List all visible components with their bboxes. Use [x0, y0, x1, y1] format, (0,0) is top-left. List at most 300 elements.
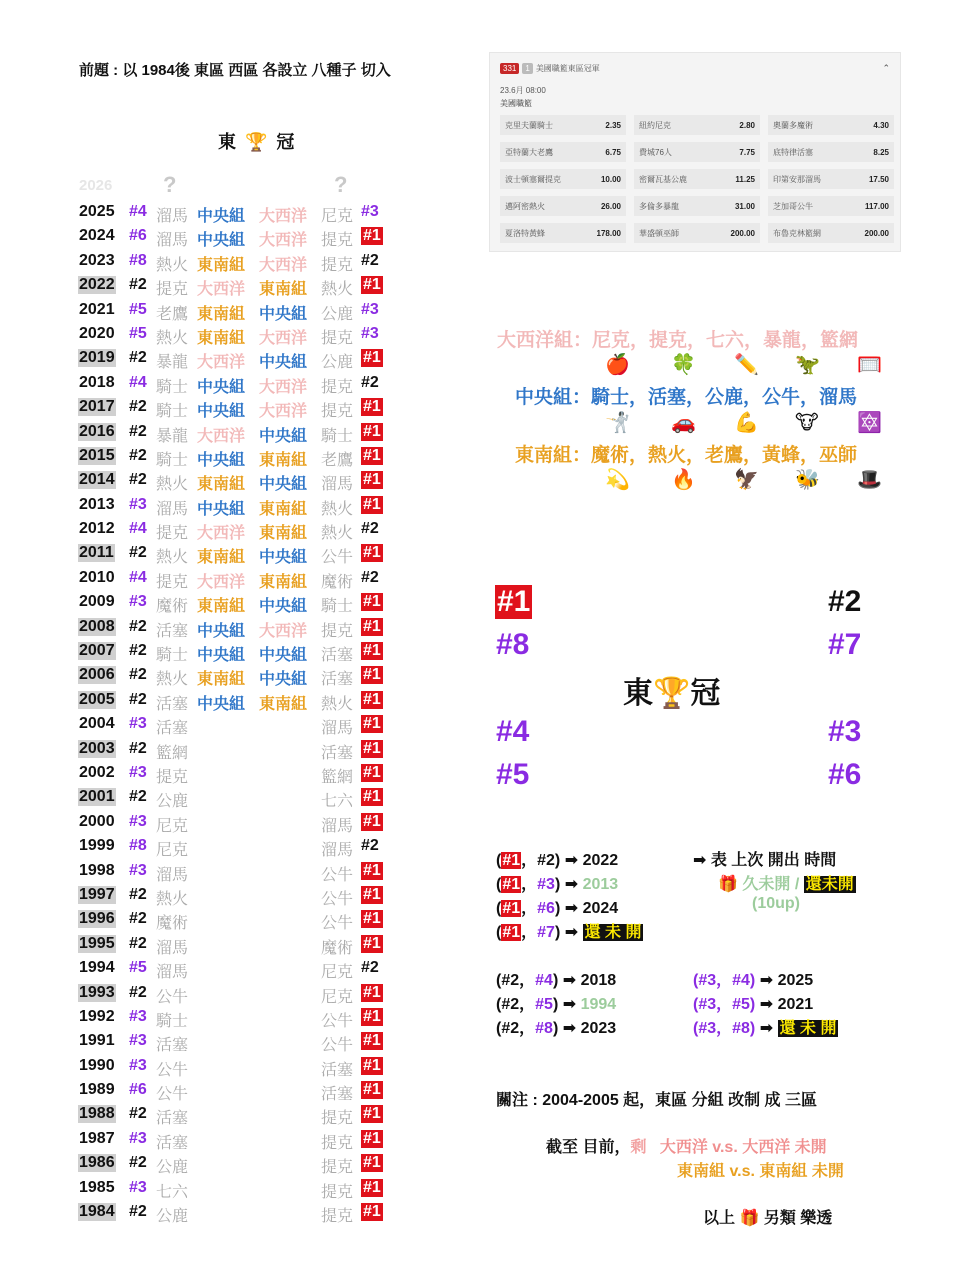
- odds-cell[interactable]: [634, 169, 760, 189]
- row-seed: #2: [129, 1154, 147, 1172]
- row-result-seed: #1: [363, 763, 381, 781]
- row-seed: #4: [129, 373, 147, 391]
- row-division-b: 大西洋: [259, 232, 308, 250]
- odds-cell[interactable]: [500, 115, 626, 135]
- row-result-seed: #1: [363, 398, 381, 416]
- odds-cell[interactable]: [768, 223, 894, 243]
- row-east-team: 活塞: [156, 622, 189, 640]
- row-seed: #3: [129, 812, 147, 830]
- row-seed: #2: [129, 1105, 147, 1123]
- team-emoji-icon: 🍎: [605, 354, 630, 376]
- row-result-seed: #1: [363, 1056, 381, 1074]
- row-result-seed: #1: [363, 885, 381, 903]
- bracket-seed-4: #4: [496, 715, 530, 748]
- row-year: 1999: [79, 837, 115, 855]
- row-division-a: 東南組: [197, 305, 246, 323]
- legend-10up: (10up): [752, 895, 800, 912]
- row-opponent-team: 籃網: [321, 768, 354, 786]
- pair-2-5: (#2，#5) ➡ 1994: [496, 996, 617, 1013]
- table-row: [79, 616, 399, 640]
- bracket-seed-2: #2: [828, 585, 862, 618]
- row-result-seed: #1: [363, 349, 381, 367]
- row-seed: #2: [129, 1203, 147, 1221]
- odds-cell[interactable]: [768, 142, 894, 162]
- row-year: 2005: [79, 690, 115, 708]
- row-year: 2011: [79, 544, 114, 562]
- row-seed: #2: [129, 398, 147, 416]
- row-east-team: 公鹿: [156, 1208, 189, 1226]
- odds-cell[interactable]: [634, 196, 760, 216]
- row-opponent-team: 熱火: [321, 281, 354, 299]
- odds-team: 華盛頓巫師: [639, 228, 679, 238]
- row-result-seed: #1: [363, 593, 381, 611]
- row-east-team: 公牛: [156, 988, 189, 1006]
- table-row: [79, 762, 399, 786]
- row-seed: #3: [129, 593, 147, 611]
- odds-value: 4.30: [873, 120, 889, 130]
- table-row: [79, 738, 399, 762]
- row-result-seed: #1: [363, 495, 381, 513]
- row-division-a: 東南組: [197, 329, 246, 347]
- row-year: 2004: [79, 715, 115, 733]
- row-result-seed: #1: [363, 422, 381, 440]
- table-row: [79, 494, 399, 518]
- pair-1-7: (#1，#7) ➡ 還 未 開: [496, 924, 642, 941]
- odds-cell[interactable]: [500, 169, 626, 189]
- row-division-a: 東南組: [197, 549, 246, 567]
- row-result-seed: #1: [363, 690, 381, 708]
- team-emoji-icon: 💪: [734, 412, 759, 434]
- row-year: 2012: [79, 520, 115, 538]
- odds-cell[interactable]: [634, 142, 760, 162]
- row-opponent-team: 提克: [321, 1183, 354, 1201]
- row-seed: #3: [129, 861, 147, 879]
- row-east-team: 老鷹: [156, 305, 189, 323]
- row-opponent-team: 提克: [321, 1208, 354, 1226]
- table-row: [79, 469, 399, 493]
- row-division-a: 大西洋: [197, 427, 246, 445]
- row-year: 2007: [79, 642, 115, 660]
- table-row: [79, 1030, 399, 1054]
- row-east-team: 尼克: [156, 817, 189, 835]
- bracket-seed-5: #5: [496, 758, 530, 791]
- row-east-team: 公鹿: [156, 1159, 189, 1177]
- row-opponent-team: 活塞: [321, 1086, 354, 1104]
- row-result-seed: #1: [363, 983, 381, 1001]
- team-emoji-icon: 🦖: [795, 354, 820, 376]
- row-east-team: 騎士: [156, 378, 189, 396]
- row-division-b: 中央組: [259, 647, 308, 665]
- row-seed: #3: [129, 1007, 147, 1025]
- table-row: [79, 518, 399, 542]
- row-result-seed: #1: [363, 1154, 381, 1172]
- row-division-a: 大西洋: [197, 281, 246, 299]
- row-division-b: 中央組: [259, 549, 308, 567]
- row-result-seed: #3: [361, 324, 379, 342]
- row-result-seed: #1: [363, 788, 381, 806]
- table-row: [79, 713, 399, 737]
- row-year: 1986: [79, 1154, 115, 1172]
- row-opponent-team: 尼克: [321, 964, 354, 982]
- row-result-seed: #2: [361, 959, 379, 977]
- southeast-division: 東南組：魔術，熱火，老鷹，黃蜂，巫師: [515, 445, 858, 466]
- row-opponent-team: 魔術: [321, 939, 354, 957]
- odds-header: [500, 63, 600, 74]
- row-seed: #2: [129, 910, 147, 928]
- row-seed: #2: [129, 471, 147, 489]
- row-result-seed: #2: [361, 251, 379, 269]
- odds-team: 波士頓塞爾提克: [505, 174, 561, 184]
- row-east-team: 活塞: [156, 695, 189, 713]
- row-division-b: 大西洋: [259, 378, 308, 396]
- table-row: [79, 347, 399, 371]
- table-row: [79, 323, 399, 347]
- row-seed: #2: [129, 885, 147, 903]
- row-result-seed: #1: [363, 544, 381, 562]
- legend-last-time: ➡ 表 上次 開出 時間: [693, 852, 837, 869]
- odds-value: 200.00: [730, 228, 755, 238]
- table-row: [79, 908, 399, 932]
- row-division-a: 中央組: [197, 622, 246, 640]
- row-year: 2024: [79, 227, 115, 245]
- row-year: 1997: [79, 885, 115, 903]
- row-opponent-team: 溜馬: [321, 720, 354, 738]
- row-seed: #2: [129, 617, 147, 635]
- team-emoji-icon: 🦅: [734, 469, 759, 491]
- row-seed: #3: [129, 1178, 147, 1196]
- row-east-team: 魔術: [156, 598, 189, 616]
- row-seed: #2: [129, 666, 147, 684]
- row-year: 2015: [79, 446, 115, 464]
- row-year: 2001: [79, 788, 115, 806]
- row-seed: #3: [129, 1032, 147, 1050]
- row-east-team: 熱火: [156, 890, 189, 908]
- atlantic-division: 大西洋組：尼克，提克，七六，暴龍，籃網: [497, 330, 859, 351]
- row-result-seed: #1: [363, 1178, 381, 1196]
- row-east-team: 活塞: [156, 1134, 189, 1152]
- team-emoji-icon: 🐝: [795, 469, 820, 491]
- legend-long: 🎁 久未開 / 還未開: [718, 876, 854, 893]
- row-result-seed: #1: [363, 1203, 381, 1221]
- row-east-team: 提克: [156, 281, 189, 299]
- row-result-seed: #3: [361, 203, 379, 220]
- row-division-b: 大西洋: [259, 403, 308, 421]
- row-seed: #4: [129, 520, 147, 538]
- odds-team: 邁阿密熱火: [505, 201, 545, 211]
- table-row: [79, 957, 399, 981]
- table-row: [79, 786, 399, 810]
- odds-value: 17.50: [868, 174, 889, 184]
- table-row: [79, 835, 399, 859]
- odds-team: 夏洛特黃蜂: [505, 228, 545, 238]
- odds-value: 6.75: [605, 147, 621, 157]
- row-division-b: 大西洋: [259, 329, 308, 347]
- odds-value: 7.75: [739, 147, 755, 157]
- row-year: 1996: [79, 910, 115, 928]
- table-row: [79, 689, 399, 713]
- row-year: 2003: [79, 739, 115, 757]
- row-year: 2016: [79, 422, 115, 440]
- odds-date: 23.6月 08:00: [500, 86, 546, 95]
- row-division-a: 中央組: [197, 695, 246, 713]
- row-east-team: 暴龍: [156, 354, 189, 372]
- ghost-question-left: ?: [163, 172, 177, 197]
- table-row: [79, 1177, 399, 1201]
- table-row: [79, 933, 399, 957]
- row-opponent-team: 溜馬: [321, 476, 354, 494]
- row-seed: #3: [129, 495, 147, 513]
- row-year: 1985: [79, 1178, 115, 1196]
- row-opponent-team: 提克: [321, 256, 354, 274]
- row-opponent-team: 魔術: [321, 573, 354, 591]
- row-division-b: 中央組: [259, 427, 308, 445]
- bracket-seed-1: #1: [497, 585, 531, 618]
- row-year: 2000: [79, 812, 115, 830]
- odds-team: 亞特蘭大老鷹: [505, 147, 553, 157]
- row-east-team: 提克: [156, 525, 189, 543]
- note-division-change: 關注 : 2004-2005 起，東區 分組 改制 成 三區: [496, 1092, 817, 1109]
- table-row: [79, 640, 399, 664]
- pair-1-3: (#1，#3) ➡ 2013: [496, 876, 619, 893]
- row-east-team: 溜馬: [156, 500, 189, 518]
- row-year: 2014: [79, 471, 115, 489]
- row-east-team: 尼克: [156, 842, 189, 860]
- table-row: [79, 1128, 399, 1152]
- row-opponent-team: 活塞: [321, 744, 354, 762]
- row-year: 2017: [79, 398, 115, 416]
- row-opponent-team: 尼克: [321, 208, 354, 225]
- row-result-seed: #1: [363, 471, 381, 489]
- row-seed: #2: [129, 349, 147, 367]
- odds-cell[interactable]: [768, 196, 894, 216]
- row-seed: #3: [129, 763, 147, 781]
- odds-cell[interactable]: [500, 142, 626, 162]
- row-division-b: 大西洋: [259, 622, 308, 640]
- row-result-seed: #1: [363, 934, 381, 952]
- collapse-icon[interactable]: ⌃: [882, 63, 890, 73]
- row-east-team: 魔術: [156, 915, 189, 933]
- row-year: 1991: [79, 1032, 115, 1050]
- row-east-team: 熱火: [156, 256, 189, 274]
- row-east-team: 活塞: [156, 720, 189, 738]
- row-seed: #6: [129, 1081, 147, 1099]
- row-opponent-team: 提克: [321, 1159, 354, 1177]
- pair-3-8: (#3，#8) ➡ 還 未 開: [693, 1020, 837, 1037]
- row-division-a: 中央組: [197, 403, 246, 421]
- row-seed: #2: [129, 788, 147, 806]
- row-east-team: 提克: [156, 768, 189, 786]
- table-row: [79, 591, 399, 615]
- ghost-question-right: ?: [334, 172, 348, 197]
- row-east-team: 七六: [156, 1183, 189, 1201]
- premise-text: 前題 : 以 1984後 東區 西區 各設立 八種子 切入: [79, 62, 391, 79]
- pair-3-5: (#3，#5) ➡ 2021: [693, 996, 814, 1013]
- row-year: 1992: [79, 1007, 115, 1025]
- row-opponent-team: 公牛: [321, 1037, 354, 1055]
- row-opponent-team: 提克: [321, 403, 354, 421]
- row-seed: #2: [129, 739, 147, 757]
- row-result-seed: #2: [361, 373, 379, 391]
- pair-3-4: (#3，#4) ➡ 2025: [693, 972, 814, 989]
- row-seed: #3: [129, 715, 147, 733]
- bracket-seed-6: #6: [828, 758, 862, 791]
- bracket-seed-7: #7: [828, 628, 862, 661]
- row-east-team: 騎士: [156, 403, 189, 421]
- odds-value: 2.80: [739, 120, 755, 130]
- row-east-team: 溜馬: [156, 208, 189, 225]
- row-opponent-team: 公牛: [321, 549, 354, 567]
- row-result-seed: #3: [361, 300, 379, 318]
- odds-title: 美國職籃東區冠軍: [535, 64, 600, 73]
- table-row: [79, 1152, 399, 1176]
- row-result-seed: #1: [363, 617, 381, 635]
- row-opponent-team: 熱火: [321, 500, 354, 518]
- row-division-b: 東南組: [259, 500, 308, 518]
- bracket-center: 東🏆冠: [623, 677, 721, 710]
- team-emoji-icon: 🤺: [605, 412, 630, 434]
- row-opponent-team: 提克: [321, 1134, 354, 1152]
- row-east-team: 溜馬: [156, 939, 189, 957]
- table-row: [79, 372, 399, 396]
- row-result-seed: #2: [361, 837, 379, 855]
- row-division-a: 大西洋: [197, 573, 246, 591]
- row-year: 1987: [79, 1129, 115, 1147]
- row-east-team: 騎士: [156, 1012, 189, 1030]
- row-year: 1989: [79, 1081, 115, 1099]
- row-seed: #2: [129, 446, 147, 464]
- row-result-seed: #1: [363, 739, 381, 757]
- row-division-a: 中央組: [197, 451, 246, 469]
- table-row: [79, 982, 399, 1006]
- row-result-seed: #1: [363, 1129, 381, 1147]
- row-result-seed: #1: [363, 715, 381, 733]
- row-east-team: 溜馬: [156, 232, 189, 250]
- row-year: 1988: [79, 1105, 115, 1123]
- row-division-b: 中央組: [259, 598, 308, 616]
- row-division-a: 大西洋: [197, 354, 246, 372]
- row-east-team: 公牛: [156, 1086, 189, 1104]
- row-seed: #3: [129, 1129, 147, 1147]
- row-opponent-team: 提克: [321, 329, 354, 347]
- row-result-seed: #1: [363, 446, 381, 464]
- row-division-a: 大西洋: [197, 525, 246, 543]
- row-seed: #6: [129, 227, 147, 245]
- row-opponent-team: 公牛: [321, 866, 354, 884]
- odds-value: 2.35: [605, 120, 621, 130]
- row-year: 2022: [79, 276, 115, 294]
- row-opponent-team: 溜馬: [321, 842, 354, 860]
- table-row: [79, 1103, 399, 1127]
- row-year: 2010: [79, 568, 115, 586]
- table-row: [79, 1201, 399, 1225]
- row-opponent-team: 公牛: [321, 890, 354, 908]
- odds-value: 10.00: [600, 174, 621, 184]
- row-year: 2025: [79, 203, 115, 220]
- odds-team: 紐約尼克: [639, 120, 671, 130]
- row-opponent-team: 提克: [321, 1110, 354, 1128]
- row-east-team: 熱火: [156, 476, 189, 494]
- row-division-b: 東南組: [259, 573, 308, 591]
- team-emoji-icon: 🔥: [671, 469, 696, 491]
- odds-cell[interactable]: [768, 169, 894, 189]
- row-result-seed: #1: [363, 910, 381, 928]
- row-opponent-team: 溜馬: [321, 817, 354, 835]
- row-year: 1998: [79, 861, 115, 879]
- row-seed: #2: [129, 276, 147, 294]
- row-east-team: 暴龍: [156, 427, 189, 445]
- odds-cell[interactable]: [500, 223, 626, 243]
- odds-badge-count: 1: [522, 63, 532, 74]
- table-row: [79, 396, 399, 420]
- row-seed: #2: [129, 690, 147, 708]
- row-division-a: 東南組: [197, 671, 246, 689]
- odds-value: 31.00: [734, 201, 755, 211]
- odds-cell[interactable]: [500, 196, 626, 216]
- row-result-seed: #1: [363, 642, 381, 660]
- odds-badge: 331: [500, 63, 519, 74]
- row-seed: #5: [129, 959, 147, 977]
- table-row: [79, 664, 399, 688]
- table-row: [79, 250, 399, 274]
- table-row: [79, 445, 399, 469]
- pair-1-2: (#1，#2) ➡ 2022: [496, 852, 619, 869]
- odds-team: 克里夫蘭騎士: [505, 120, 553, 130]
- row-result-seed: #1: [363, 1032, 381, 1050]
- row-result-seed: #2: [361, 568, 379, 586]
- row-year: 2018: [79, 373, 115, 391]
- pair-1-6: (#1，#6) ➡ 2024: [496, 900, 619, 917]
- row-year: 2009: [79, 593, 115, 611]
- odds-team: 印第安那溜馬: [773, 174, 821, 184]
- table-row: [79, 299, 399, 323]
- central-division: 中央組：騎士，活塞，公鹿，公牛，溜馬: [515, 387, 858, 408]
- row-opponent-team: 公鹿: [321, 354, 354, 372]
- row-division-b: 中央組: [259, 476, 308, 494]
- row-opponent-team: 七六: [321, 793, 354, 811]
- row-east-team: 活塞: [156, 1037, 189, 1055]
- ghost-year: 2026: [79, 177, 113, 194]
- row-year: 1995: [79, 934, 115, 952]
- row-year: 2013: [79, 495, 115, 513]
- table-title: 東 🏆 冠: [218, 132, 297, 152]
- odds-cell[interactable]: [634, 223, 760, 243]
- row-division-a: 中央組: [197, 647, 246, 665]
- table-row: [79, 1055, 399, 1079]
- row-east-team: 活塞: [156, 1110, 189, 1128]
- table-row: [79, 274, 399, 298]
- row-east-team: 籃網: [156, 744, 189, 762]
- row-result-seed: #1: [363, 227, 381, 245]
- row-year: 1990: [79, 1056, 115, 1074]
- odds-cell[interactable]: [768, 115, 894, 135]
- row-east-team: 騎士: [156, 647, 189, 665]
- row-east-team: 騎士: [156, 451, 189, 469]
- odds-team: 芝加哥公牛: [773, 201, 813, 211]
- odds-value: 117.00: [864, 201, 889, 211]
- row-year: 1994: [79, 959, 115, 977]
- row-seed: #5: [129, 324, 147, 342]
- row-year: 2006: [79, 666, 115, 684]
- row-result-seed: #1: [363, 666, 381, 684]
- odds-value: 8.25: [873, 147, 889, 157]
- pair-2-8: (#2，#8) ➡ 2023: [496, 1020, 617, 1037]
- odds-cell[interactable]: [634, 115, 760, 135]
- row-year: 2021: [79, 300, 115, 318]
- row-seed: #2: [129, 983, 147, 1001]
- row-opponent-team: 活塞: [321, 671, 354, 689]
- row-opponent-team: 公牛: [321, 915, 354, 933]
- note-lottery: 以上 🎁 另類 樂透: [703, 1210, 833, 1227]
